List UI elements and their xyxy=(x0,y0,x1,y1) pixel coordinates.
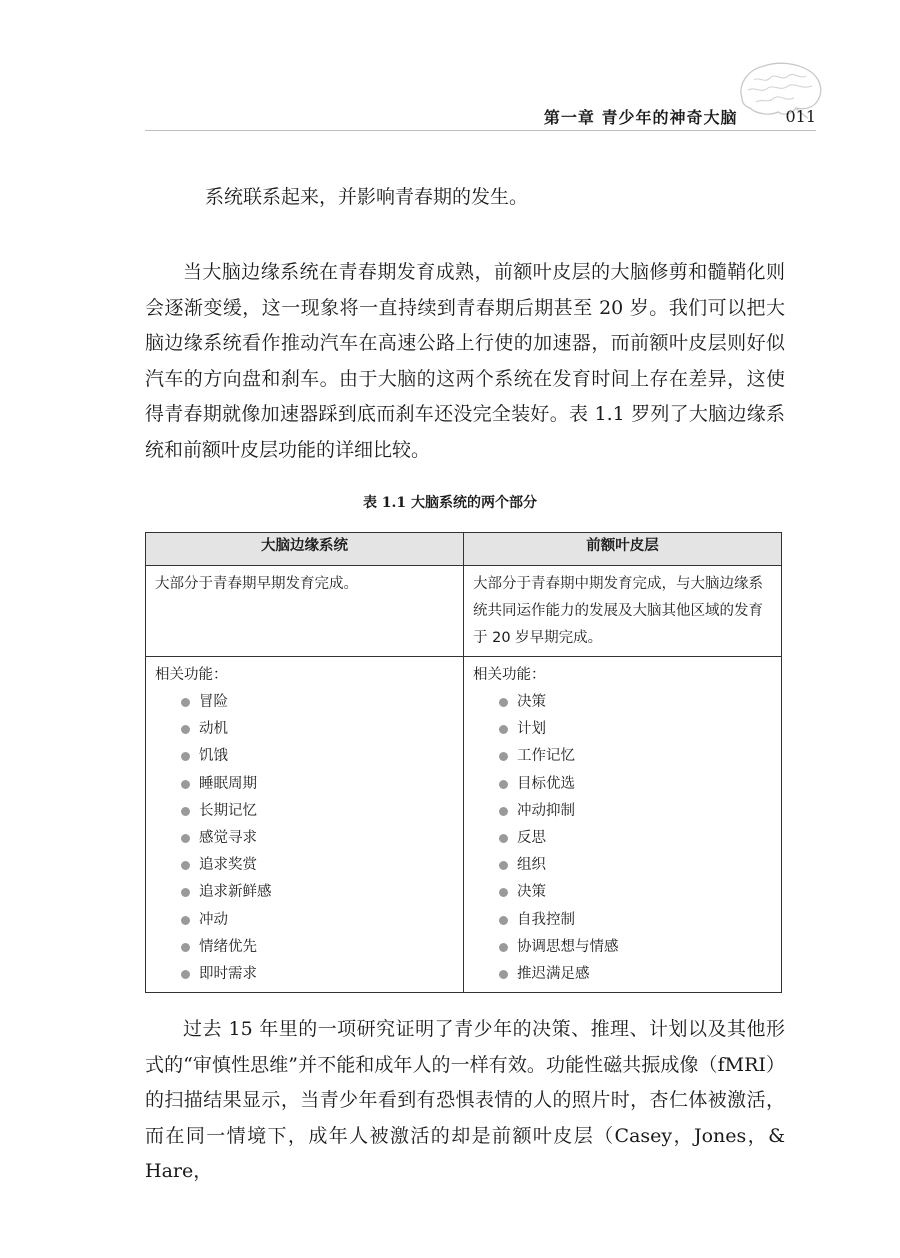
list-item: 反思 xyxy=(499,825,772,852)
list-item: 决策 xyxy=(499,879,772,906)
table-row-development xyxy=(146,566,782,657)
list-item: 工作记忆 xyxy=(499,743,772,770)
list-item: 推迟满足感 xyxy=(499,961,772,988)
limbic-development: 大部分于青春期早期发育完成。 xyxy=(146,566,464,657)
header-limbic-system: 大脑边缘系统 xyxy=(146,533,464,566)
list-item: 情绪优先 xyxy=(181,934,454,961)
list-item: 冒险 xyxy=(181,689,454,716)
limbic-functions-list xyxy=(155,689,454,988)
prefrontal-development: 大部分于青春期中期发育完成，与大脑边缘系统共同运作能力的发展及大脑其他区域的发育于 20 岁早期完成。 xyxy=(464,566,782,657)
paragraph-continuation: 系统联系起来，并影响青春期的发生。 xyxy=(205,186,529,208)
paragraph-fmri-research: 过去 15 年里的一项研究证明了青少年的决策、推理、计划以及其他形式的“审慎性思维”并不能和成年人的一样有效。功能性磁共振成像（fMRI）的扫描结果显示，当青少年看到有恐惧表情的人的照片时，杏仁体被激活，而在同一情境下，成年人被激活的却是前额叶皮层（Casey，Jones，& Hare， xyxy=(145,1018,785,1182)
list-item: 长期记忆 xyxy=(181,798,454,825)
list-item: 协调思想与情感 xyxy=(499,934,772,961)
list-item: 决策 xyxy=(499,689,772,716)
list-item: 即时需求 xyxy=(181,961,454,988)
list-item: 追求新鲜感 xyxy=(181,879,454,906)
list-item: 饥饿 xyxy=(181,743,454,770)
table-caption: 表 1.1 大脑系统的两个部分 xyxy=(362,495,538,511)
paragraph-brain-development: 当大脑边缘系统在青春期发育成熟，前额叶皮层的大脑修剪和髓鞘化则会逐渐变缓，这一现象将一直持续到青春期后期甚至 20 岁。我们可以把大脑边缘系统看作推动汽车在高速公路上行使的加速器，而前额叶皮层则好似汽车的方向盘和刹车。由于大脑的这两个系统在发育时间上存在差异，这使得青春期就像加速器踩到底而刹车还没完全装好。表 1.1 罗列了大脑边缘系统和前额叶皮层功能的详细比较。 xyxy=(145,261,785,461)
prefrontal-functions-list xyxy=(473,689,772,988)
list-item: 冲动抑制 xyxy=(499,798,772,825)
header-rule xyxy=(145,130,816,131)
table-header-row xyxy=(146,533,782,566)
header-prefrontal-cortex: 前额叶皮层 xyxy=(464,533,782,566)
page-number: 011 xyxy=(785,106,816,126)
list-item: 动机 xyxy=(181,716,454,743)
list-item: 组织 xyxy=(499,852,772,879)
list-item: 计划 xyxy=(499,716,772,743)
list-item: 自我控制 xyxy=(499,907,772,934)
limbic-functions-cell xyxy=(146,657,464,993)
list-item: 目标优选 xyxy=(499,771,772,798)
list-item: 追求奖赏 xyxy=(181,852,454,879)
functions-label: 相关功能： xyxy=(155,667,228,683)
running-header xyxy=(544,98,816,134)
functions-label: 相关功能： xyxy=(473,667,546,683)
brain-systems-table xyxy=(145,532,782,993)
table-row-functions xyxy=(146,657,782,993)
chapter-title: 第一章 青少年的神奇大脑 xyxy=(543,107,738,127)
prefrontal-functions-cell xyxy=(464,657,782,993)
list-item: 冲动 xyxy=(181,907,454,934)
list-item: 感觉寻求 xyxy=(181,825,454,852)
list-item: 睡眠周期 xyxy=(181,771,454,798)
